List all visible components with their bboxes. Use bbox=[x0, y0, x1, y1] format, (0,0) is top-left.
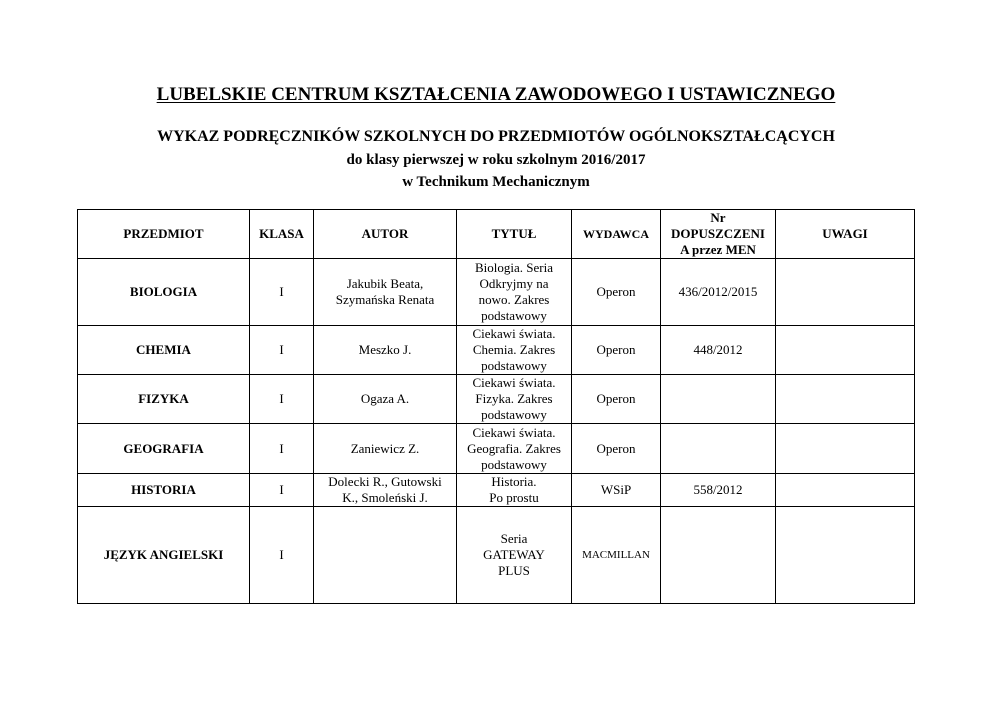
title-cell bbox=[457, 507, 572, 604]
notes-cell bbox=[776, 507, 915, 604]
title-cell-line: Ciekawi świata. bbox=[472, 424, 556, 440]
header-notes: UWAGI bbox=[776, 210, 915, 259]
author-cell bbox=[314, 259, 457, 326]
author-cell bbox=[314, 507, 457, 604]
author-cell-line: Ogaza A. bbox=[360, 391, 410, 406]
list-title: WYKAZ PODRĘCZNIKÓW SZKOLNYCH DO PRZEDMIOTÓW OGÓLNOKSZTAŁCĄCYCH bbox=[157, 128, 835, 145]
author-cell-line: Meszko J. bbox=[358, 342, 412, 357]
institution-title: LUBELSKIE CENTRUM KSZTAŁCENIA ZAWODOWEGO I USTAWICZNEGO bbox=[156, 84, 836, 105]
subject-cell: FIZYKA bbox=[78, 375, 250, 424]
notes-cell bbox=[776, 326, 915, 375]
subject-cell: HISTORIA bbox=[78, 474, 250, 507]
author-cell bbox=[314, 474, 457, 507]
class-cell: I bbox=[250, 375, 314, 424]
class-cell: I bbox=[250, 259, 314, 326]
header-title: TYTUŁ bbox=[457, 210, 572, 259]
title-cell-line: nowo. Zakres bbox=[478, 292, 550, 307]
header-class: KLASA bbox=[250, 210, 314, 259]
author-cell-line: Jakubik Beata, bbox=[346, 276, 424, 291]
header-author: AUTOR bbox=[314, 210, 457, 259]
table-row bbox=[78, 424, 915, 474]
subject-cell: JĘZYK ANGIELSKI bbox=[78, 507, 250, 604]
author-cell-line: K., Smoleński J. bbox=[342, 490, 428, 505]
subject-cell: BIOLOGIA bbox=[78, 259, 250, 326]
approval-cell: 448/2012 bbox=[661, 326, 776, 375]
approval-cell bbox=[661, 375, 776, 424]
table-row bbox=[78, 326, 915, 375]
title-cell-line: GATEWAY bbox=[483, 547, 545, 562]
publisher-cell: WSiP bbox=[572, 474, 661, 507]
class-cell: I bbox=[250, 474, 314, 507]
title-cell-line: Biologia. Seria bbox=[475, 260, 553, 275]
notes-cell bbox=[776, 259, 915, 326]
title-cell-line: Fizyka. Zakres bbox=[475, 391, 553, 406]
title-cell bbox=[457, 474, 572, 507]
title-cell bbox=[457, 259, 572, 326]
title-cell-line: Ciekawi świata. bbox=[472, 326, 556, 341]
class-cell: I bbox=[250, 424, 314, 474]
notes-cell bbox=[776, 375, 915, 424]
title-cell-line: Historia. bbox=[491, 474, 537, 489]
title-cell-line: podstawowy bbox=[481, 358, 547, 373]
class-cell: I bbox=[250, 326, 314, 375]
table-row bbox=[78, 259, 915, 326]
author-cell-line: Dolecki R., Gutowski bbox=[328, 474, 442, 489]
header-approval-line2: DOPUSZCZENI bbox=[671, 226, 765, 241]
title-cell-line: Chemia. Zakres bbox=[472, 342, 556, 357]
header-publisher: WYDAWCA bbox=[572, 210, 661, 259]
header-subject: PRZEDMIOT bbox=[78, 210, 250, 259]
table-row bbox=[78, 375, 915, 424]
table-row bbox=[78, 474, 915, 507]
author-cell bbox=[314, 375, 457, 424]
title-cell bbox=[457, 326, 572, 375]
author-cell bbox=[314, 424, 457, 474]
approval-cell bbox=[661, 507, 776, 604]
subject-cell: GEOGRAFIA bbox=[78, 424, 250, 474]
class-year-subtitle: do klasy pierwszej w roku szkolnym 2016/2017 bbox=[346, 152, 646, 168]
notes-cell bbox=[776, 424, 915, 474]
textbook-table bbox=[77, 209, 915, 604]
class-cell: I bbox=[250, 507, 314, 604]
title-cell-line: Seria bbox=[500, 531, 528, 546]
school-subtitle: w Technikum Mechanicznym bbox=[402, 174, 590, 190]
author-cell-line: Szymańska Renata bbox=[335, 292, 435, 307]
publisher-cell: Operon bbox=[572, 424, 661, 474]
subject-cell: CHEMIA bbox=[78, 326, 250, 375]
title-cell-line: Ciekawi świata. bbox=[472, 375, 556, 390]
header-approval-line3: A przez MEN bbox=[680, 242, 756, 257]
publisher-cell: Operon bbox=[572, 259, 661, 326]
author-cell bbox=[314, 326, 457, 375]
header-approval bbox=[661, 210, 776, 259]
title-cell-line: podstawowy bbox=[481, 308, 547, 323]
table-row bbox=[78, 507, 915, 604]
approval-cell: 436/2012/2015 bbox=[661, 259, 776, 326]
publisher-cell: Operon bbox=[572, 375, 661, 424]
title-cell bbox=[457, 424, 572, 474]
approval-cell bbox=[661, 424, 776, 474]
title-cell-line: Geografia. Zakres bbox=[467, 440, 561, 456]
header-approval-line1: Nr bbox=[710, 210, 726, 225]
title-cell-line: podstawowy bbox=[481, 456, 547, 472]
approval-cell: 558/2012 bbox=[661, 474, 776, 507]
publisher-cell: MACMILLAN bbox=[572, 507, 661, 604]
title-cell-line: Odkryjmy na bbox=[479, 276, 549, 291]
author-cell-line: Zaniewicz Z. bbox=[350, 440, 420, 456]
title-cell-line: Po prostu bbox=[489, 490, 539, 505]
publisher-cell: Operon bbox=[572, 326, 661, 375]
title-cell-line: PLUS bbox=[498, 563, 530, 578]
header-row bbox=[78, 210, 915, 259]
title-cell bbox=[457, 375, 572, 424]
title-cell-line: podstawowy bbox=[481, 407, 547, 422]
notes-cell bbox=[776, 474, 915, 507]
